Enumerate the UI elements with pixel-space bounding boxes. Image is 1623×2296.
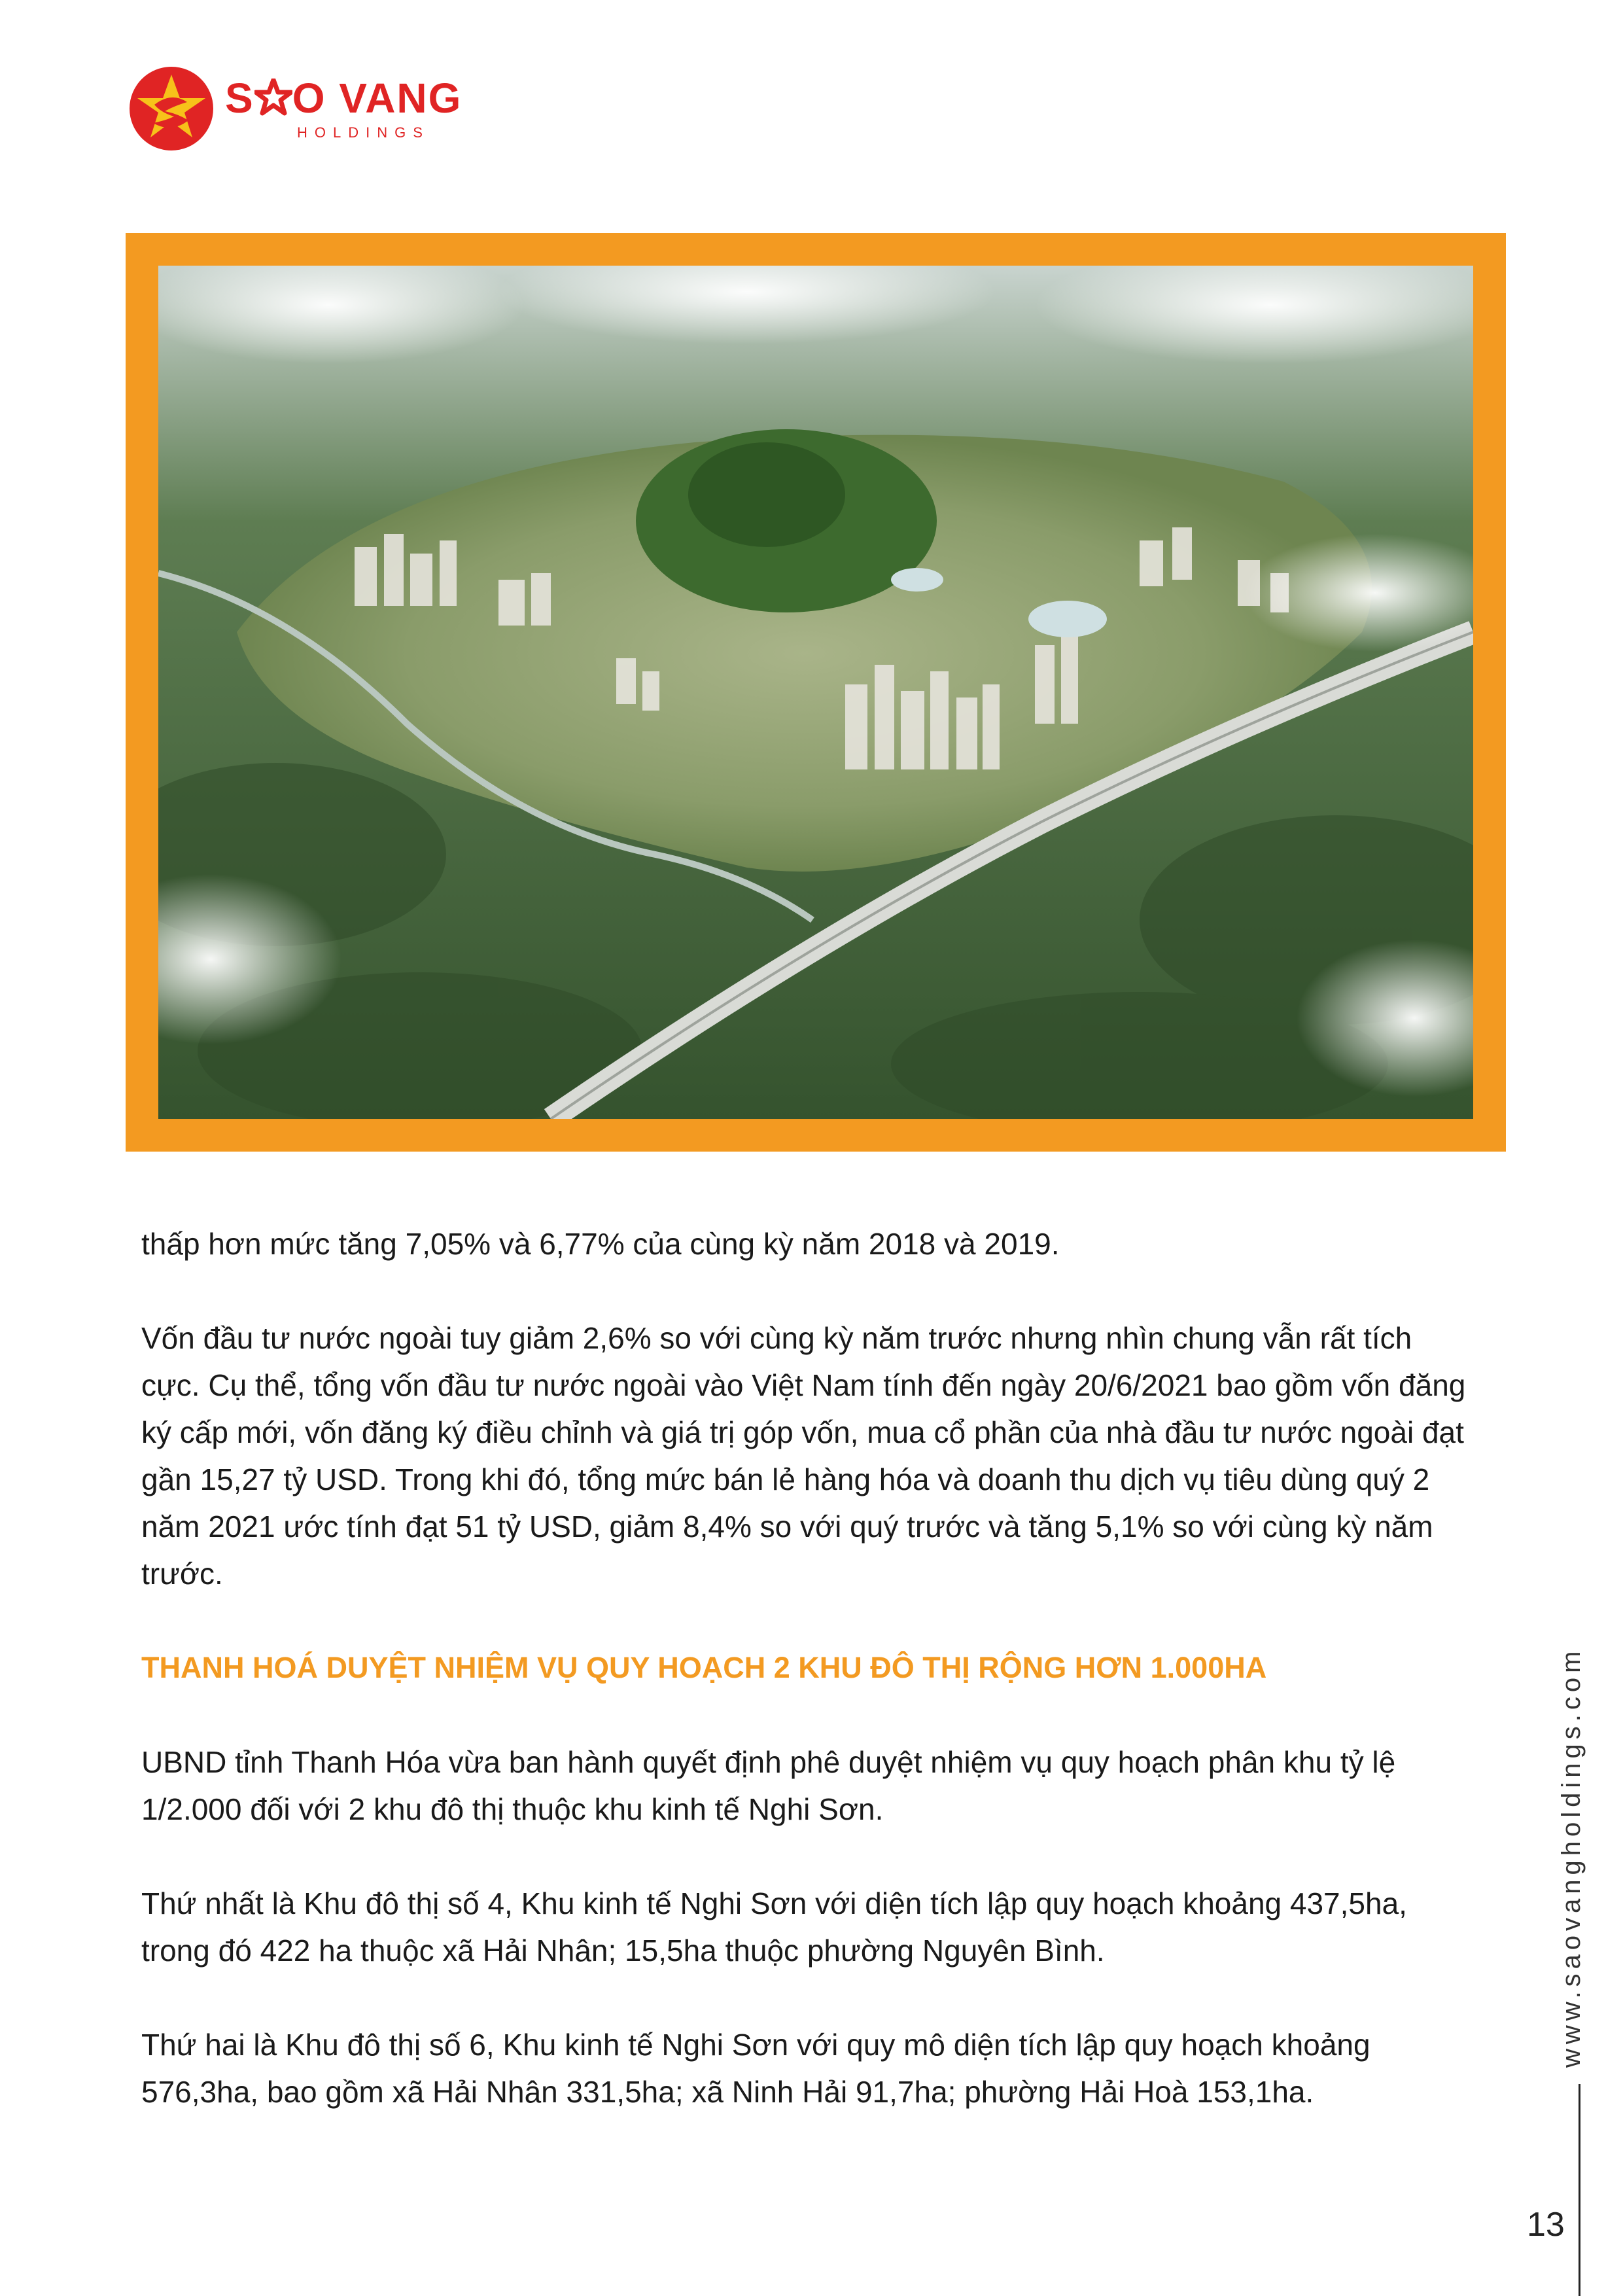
paragraph-2: Vốn đầu tư nước ngoài tuy giảm 2,6% so với cùng kỳ năm trước nhưng nhìn chung vẫn rất tích cực. Cụ thể, tổng vốn đầu tư nước ngoài vào Việt Nam tính đến ngày 20/6/2021 bao gồm vốn đăng ký cấp mới, vốn đăng ký điều chỉnh và giá trị góp vốn, mua cổ phần của nhà đầu tư nước ngoài đạt gần 15,27 tỷ USD. Trong khi đó, tổng mức bán lẻ hàng hóa và doanh thu dịch vụ tiêu dùng quý 2 năm 2021 ước tính đạt 51 tỷ USD, giảm 8,4% so với quý trước và tăng 5,1% so với cùng kỳ năm trước.	[141, 1321, 1466, 1591]
aerial-city-render-image	[158, 266, 1473, 1119]
logo-subtitle: HOLDINGS	[297, 124, 430, 141]
paragraph-4: Thứ nhất là Khu đô thị số 4, Khu kinh tế Nghi Sơn với diện tích lập quy hoạch khoảng 437,5ha, trong đó 422 ha thuộc xã Hải Nhân; 15,5ha thuộc phường Nguyên Bình.	[141, 1886, 1407, 1968]
paragraph-1: thấp hơn mức tăng 7,05% và 6,77% của cùng kỳ năm 2018 và 2019.	[141, 1227, 1060, 1261]
paragraph-3: UBND tỉnh Thanh Hóa vừa ban hành quyết định phê duyệt nhiệm vụ quy hoạch phân khu tỷ lệ 1/2.000 đối với 2 khu đô thị thuộc khu kinh tế Nghi Sơn.	[141, 1745, 1396, 1826]
sao-vang-emblem-icon	[128, 65, 215, 152]
paragraph-5: Thứ hai là Khu đô thị số 6, Khu kinh tế Nghi Sơn với quy mô diện tích lập quy hoạch khoảng 576,3ha, bao gồm xã Hải Nhân 331,5ha; xã Ninh Hải 91,7ha; phường Hải Hoà 153,1ha.	[141, 2028, 1370, 2109]
photo-frame	[126, 233, 1506, 1152]
article-body	[141, 1220, 1476, 2115]
website-url: www.saovangholdings.com	[1557, 1646, 1586, 2068]
logo-star-icon	[254, 79, 292, 116]
logo-wordmark: S O VANG	[225, 75, 462, 122]
company-logo	[128, 65, 495, 157]
section-heading: THANH HOÁ DUYỆT NHIỆM VỤ QUY HOẠCH 2 KHU ĐÔ THỊ RỘNG HƠN 1.000HA	[141, 1651, 1267, 1684]
side-divider	[1579, 2084, 1580, 2296]
page-number: 13	[1527, 2206, 1565, 2244]
